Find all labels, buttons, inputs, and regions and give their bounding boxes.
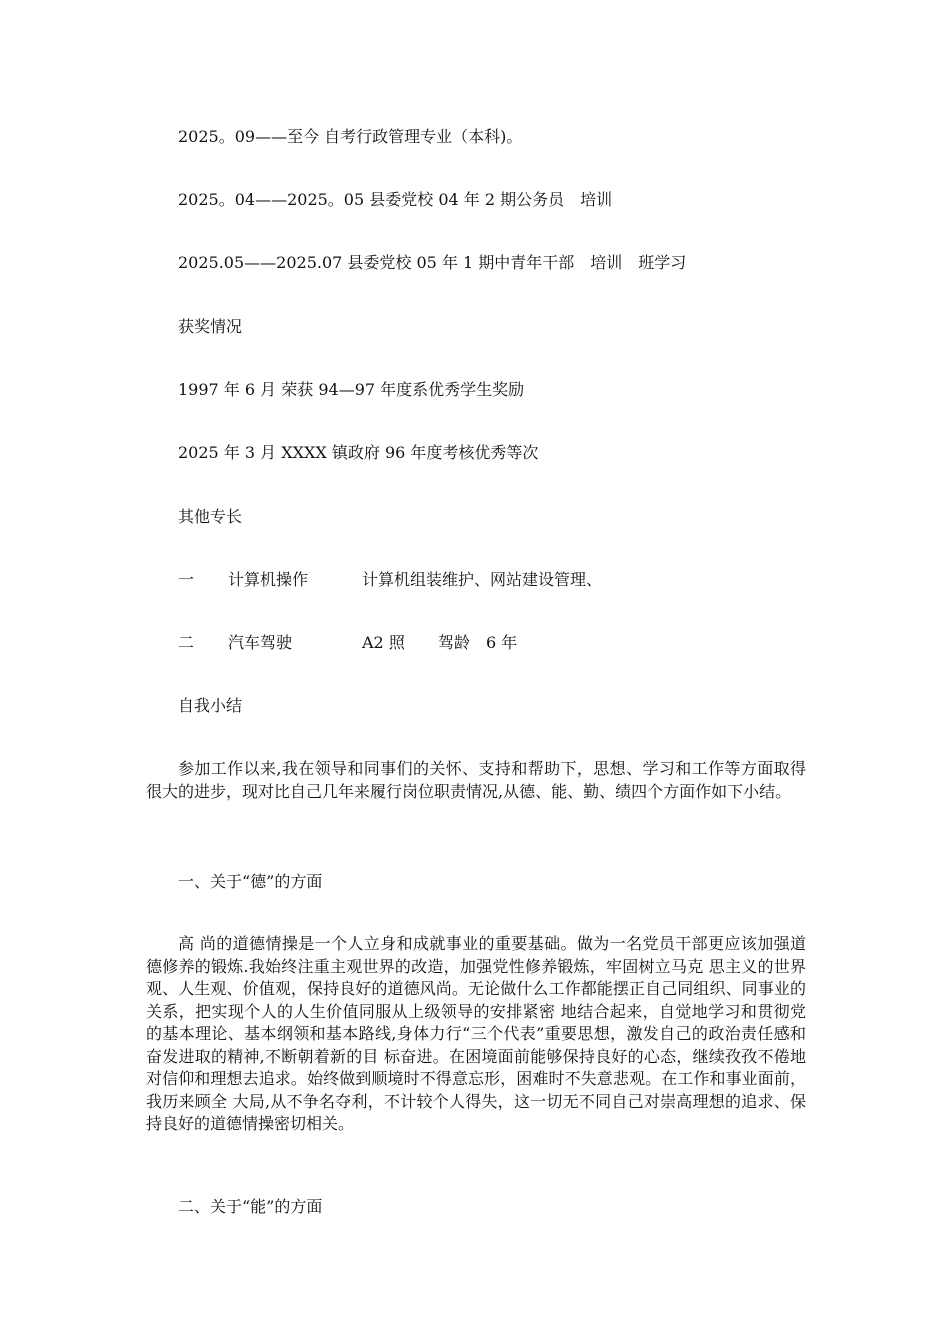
award-item-2: 2025 年 3 月 XXXX 镇政府 96 年度考核优秀等次 [178,443,539,462]
section-1-title: 一、关于“德”的方面 [178,872,323,891]
skill-name: 汽车驾驶 [228,633,293,652]
education-line-1: 2025。09——至今 自考行政管理专业（本科)。 [178,127,523,146]
skill-row-2 [178,632,778,654]
award-item-1: 1997 年 6 月 荣获 94—97 年度系优秀学生奖励 [178,380,525,399]
skill-extra: 驾龄 6 年 [438,633,518,652]
skill-index: 二 [178,633,195,652]
skill-index: 一 [178,570,195,589]
section-1-paragraph: 高 尚的道德情操是一个人立身和成就事业的重要基础。做为一名党员干部更应该加强道德修养的锻炼.我始终注重主观世界的改造，加强党性修养锻炼，牢固树立马克 思主义的世界观、人生观、价值观，保持良好的道德风尚。无论做什么工作都能摆正自己同组织、同事业的关系，把实现个人的人生价值同服从上级领导的安排紧密 地结合起来，自觉地学习和贯彻党的基本理论、基本纲领和基本路线,身体力行“三个代表”重要思想，激发自己的政治责任感和奋发进取的精神,不断朝着新的目 标奋进。在困境面前能够保持良好的心态，继续孜孜不倦地对信仰和理想去追求。始终做到顺境时不得意忘形，困难时不失意悲观。在工作和事业面前，我历来顾全 大局,从不争名夺利，不计较个人得失，这一切无不同自己对崇高理想的追求、保持良好的道德情操密切相关。 [146,934,806,1133]
skill-name: 计算机操作 [228,570,309,589]
summary-heading: 自我小结 [178,696,243,715]
section-2-title: 二、关于“能”的方面 [178,1197,323,1216]
skill-detail: A2 照 [362,633,405,652]
education-line-3: 2025.05——2025.07 县委党校 05 年 1 期中青年干部 培训 班学习 [178,253,687,272]
skill-row-1 [178,569,778,591]
skills-heading: 其他专长 [178,507,243,526]
skill-detail: 计算机组装维护、网站建设管理、 [362,570,603,589]
awards-heading: 获奖情况 [178,317,243,336]
summary-intro-paragraph: 参加工作以来,我在领导和同事们的关怀、支持和帮助下，思想、学习和工作等方面取得很大的进步，现对比自己几年来履行岗位职责情况,从德、能、勤、绩四个方面作如下小结。 [146,759,806,801]
education-line-2: 2025。04——2025。05 县委党校 04 年 2 期公务员 培训 [178,190,613,209]
